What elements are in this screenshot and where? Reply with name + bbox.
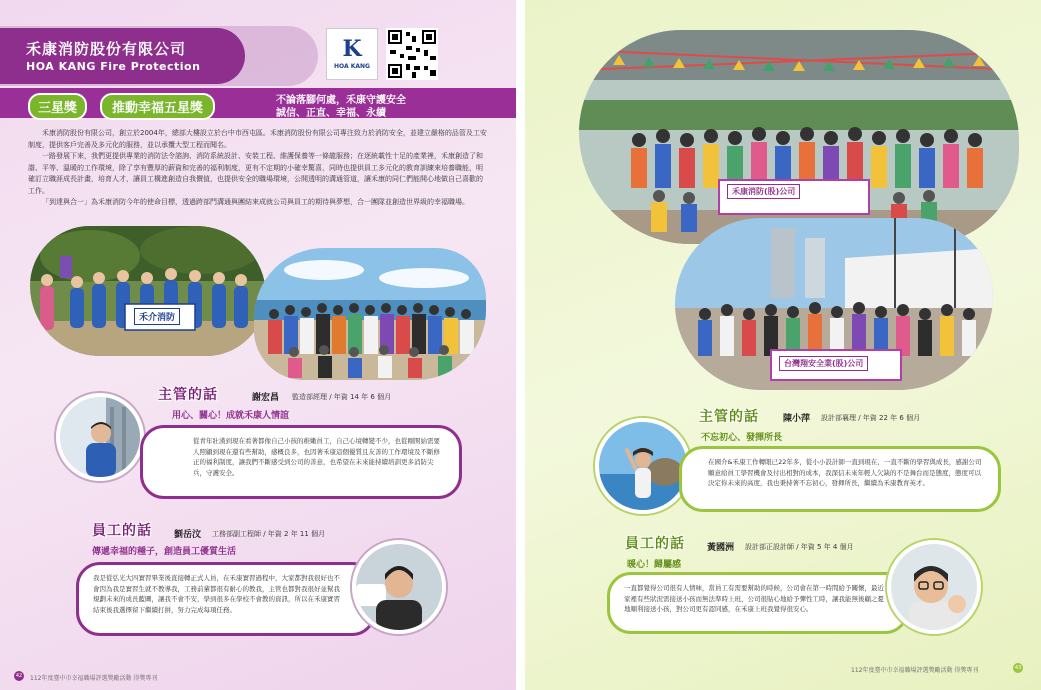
manager-quote: 不忘初心、發揮所長 [701, 433, 783, 443]
manager-portrait [595, 418, 691, 514]
company-name-en: HOA KANG Fire Protection [26, 60, 201, 73]
employee-quote: 暖心！歸屬感 [627, 560, 682, 570]
footer-text: 112年度臺中市幸福職場評選獎勵活動 得獎專刊 [30, 675, 158, 682]
employee-name: 劉岳汶 [174, 530, 202, 540]
manager-heading: 主管的話 [158, 387, 218, 403]
employee-speech-bubble: 我是從弘光大四實習畢業後直接轉正式人員，在禾康實習過程中，大家都對我很好也不會因為我是實習生就不教導我，工務前輩都很有耐心的教我，主管也都對我很好並幫我規劃未來的成長藍圖，讓我不會不安，學到很多在學校不會教的資訊，所以在禾康實習結束後我選擇留下繼續打拼，努力完成每項任務。 [76, 562, 376, 636]
manager-speech-bubble: 從青年壯漢到現在看著都像自己小孩的稚嫩員工，自己心境轉變不少，也從剛開始需要人照顧到現在還有些幫助，感概良多，也因著禾康這個優質且友善的工作環境及不斷修正的福利制度，讓我們不斷感受到公司的善意，也希望在未來能持續培訓更多消防尖兵，守護安全。 [140, 425, 462, 499]
company-name: 禾康消防股份有限公司 [26, 40, 187, 58]
employee-speech-bubble: 一直都覺得公司很有人情味，當員工有需要幫助的時候，公司會在第一時間給予關懷，最近家裡有些狀況需接送小孩而無法準時上班，公司很貼心地給予彈性工時，讓我能無後顧之憂地順利接送小孩，對公司更有認同感，在禾康上班我覺得很安心。 [607, 572, 909, 634]
slogan-line-2: 誠信、正直、幸福、永續 [276, 108, 386, 119]
festival-banner-text: 禾康消防(股)公司 [727, 184, 800, 199]
manager-name: 謝宏昌 [252, 393, 280, 403]
team-photo-seaside [254, 248, 486, 380]
manager-quote: 用心、關心！成就禾康人情誼 [172, 411, 290, 421]
manager-role: 監造部經理 / 年資 14 年 6 個月 [292, 393, 392, 401]
page-number-badge: 42 [15, 673, 23, 679]
manager-name: 陳小萍 [783, 414, 811, 424]
employee-name: 黃國洲 [707, 543, 735, 553]
qr-code-icon[interactable] [386, 28, 438, 80]
employee-quote: 傳遞幸福的種子，創造員工優質生活 [92, 547, 237, 557]
photo-sign-text: 禾介消防 [134, 308, 180, 325]
intro-paragraph-1: 禾康消防股份有限公司，創立於2004年，總部大樓設立於台中市西屯區。禾康消防股份有限公司專注致力於消防安全，並建立嚴格的品管及工安制度，提供客戶完善及多元化的服務，並以承攬大型工程而聞名。 [28, 129, 487, 149]
intro-paragraph-2: 一路發展下來，我們更提供專業的消防法令諮詢、消防系統設計、安裝工程、維護保養等一條龍服務；在逐統載性十足的產業裡，禾康創造了和諧、平等、溫暖的工作環境，除了享有豐厚的薪資和完善的福利制度，更有不定期的小確幸驚喜，同時也提供員工多元化的教育訓練來培養職能，明確訂立職涯成長計畫，培育人才，讓員工構進創造自我價值，也提供安全的職場環境，公開透明的溝通管道，讓禾康的同仁們能開心地做自己喜歡的工作。 [28, 152, 483, 195]
employee-heading: 員工的話 [625, 536, 685, 552]
manager-speech-bubble: 在國介&禾康工作轉眼已22年多，從小小設計師一直到現在，一直不斷的學習與成長，感謝公司願意給員工學習機會及付出相對的成本，我深信未來年輕人欠缺的不是舞台而是態度，態度可以決定你未來的高度，我也秉持著不忘初心，發揮所長，繼續為禾康教育英才。 [679, 446, 1001, 512]
award-badge-three-star: 三星獎 [28, 93, 87, 120]
ship-banner-text: 台灣翔安全業(股)公司 [779, 356, 868, 371]
employee-portrait [887, 540, 981, 634]
intro-text [28, 128, 488, 209]
left-page [0, 0, 516, 690]
group-photo-ship [675, 218, 993, 390]
footer-text: 112年度臺中市幸福職場評選獎勵活動 得獎專刊 [851, 667, 979, 674]
manager-portrait [56, 393, 144, 481]
intro-paragraph-3: 「到達與合一」為禾康消防今年的使命目標，透過跨部門溝通與團結來成就公司與員工的期待與夢想，合一團隊並創造世界級的幸福職場。 [42, 198, 469, 206]
page-gutter [516, 0, 525, 690]
employee-portrait [352, 540, 446, 634]
employee-role: 設計部正設計師 / 年資 5 年 4 個月 [745, 543, 854, 551]
right-page [525, 0, 1041, 690]
manager-role: 設計部襄理 / 年資 22 年 6 個月 [821, 414, 921, 422]
slogan-line-1: 不論落腳何處，禾康守護安全 [276, 95, 406, 106]
team-photo-outdoor [30, 226, 266, 356]
group-photo-festival [579, 30, 1019, 244]
company-logo [326, 28, 378, 80]
manager-heading: 主管的話 [699, 409, 759, 425]
award-badge-five-star: 推動幸福五星獎 [100, 93, 215, 120]
employee-role: 工務部副工程師 / 年資 2 年 11 個月 [212, 530, 326, 538]
logo-mark-icon: K [342, 36, 362, 62]
employee-heading: 員工的話 [92, 523, 152, 539]
logo-text: HOA KANG [334, 63, 370, 70]
page-number-badge: 43 [1014, 665, 1022, 671]
